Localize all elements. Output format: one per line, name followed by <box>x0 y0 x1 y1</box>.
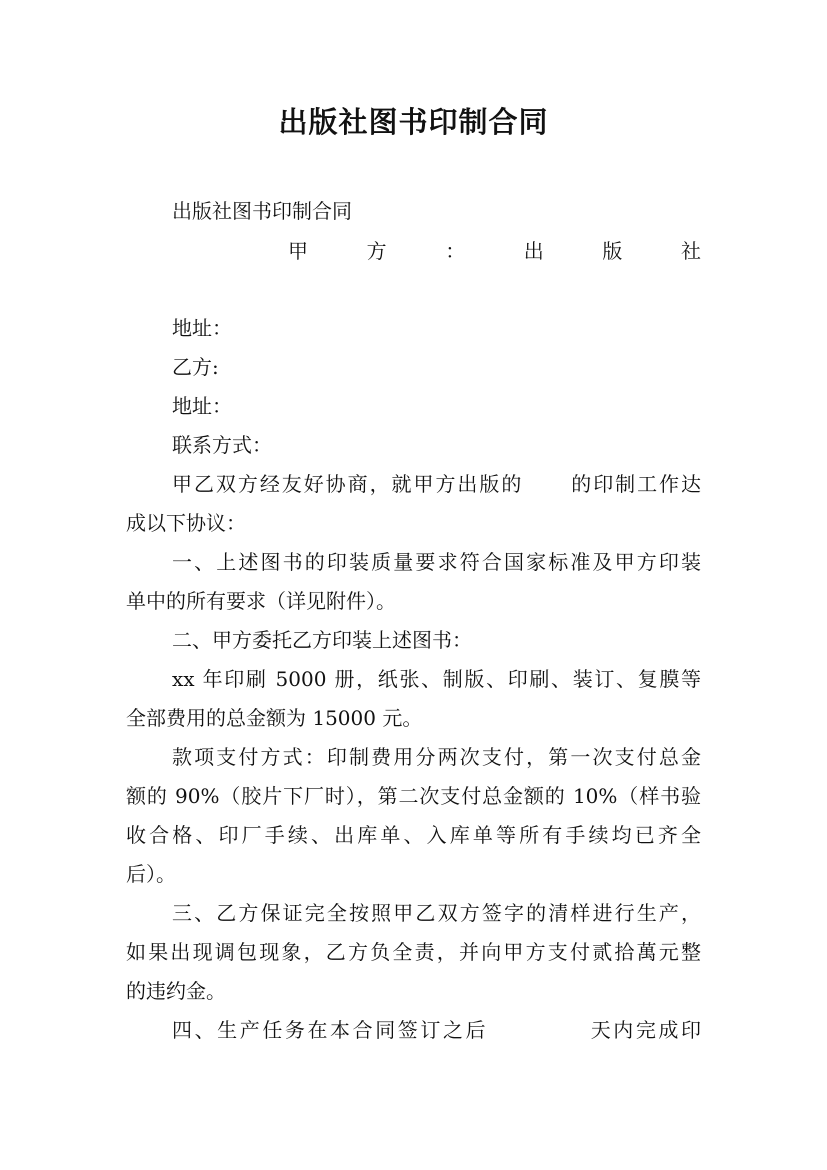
clause-2-qty-line-2: 全部费用的总金额为 15000 元。 <box>126 706 423 730</box>
intro-text-1: 甲乙双方经友好协商，就甲方出版的 <box>172 472 524 496</box>
document-title: 出版社图书印制合同 <box>278 105 549 139</box>
payment-line-1: 款项支付方式：印制费用分两次支付，第一次支付总金 <box>172 745 701 769</box>
party-a-line <box>288 238 701 264</box>
clause-4-text-1: 四、生产任务在本合同签订之后 <box>172 1018 489 1042</box>
clause-3-line-2: 如果出现调包现象，乙方负全责，并向甲方支付贰拾萬元整 <box>126 940 701 964</box>
clause-3-line-3: 的违约金。 <box>126 979 226 1003</box>
clause-2-line-1: 二、甲方委托乙方印装上述图书： <box>172 628 472 652</box>
intro-line-1 <box>172 471 701 497</box>
payment-line-4: 后）。 <box>126 862 176 886</box>
intro-line-2: 成以下协议： <box>126 511 246 535</box>
party-b-label: 乙方: <box>172 355 219 379</box>
clause-4-text-2: 天内完成印 <box>588 1018 702 1042</box>
party-a-char: 版 <box>602 239 623 263</box>
clause-1-line-2: 单中的所有要求（详见附件）。 <box>126 589 396 613</box>
party-a-char: 方 <box>366 239 387 263</box>
payment-line-3: 收合格、印厂手续、出库单、入库单等所有手续均已齐全 <box>126 823 701 847</box>
clause-2-qty-line-1: xx 年印刷 5000 册，纸张、制版、印刷、装订、复膜等 <box>172 667 701 691</box>
intro-text-2: 的印制工作达 <box>569 472 702 496</box>
address-a-label: 地址： <box>172 316 232 340</box>
clause-3-line-1: 三、乙方保证完全按照甲乙双方签字的清样进行生产， <box>172 901 701 925</box>
subtitle: 出版社图书印制合同 <box>172 199 352 223</box>
clause-4-line-1 <box>172 1017 701 1043</box>
payment-line-2: 额的 90%（胶片下厂时），第二次支付总金额的 10%（样书验 <box>126 784 701 808</box>
address-b-label: 地址： <box>172 394 232 418</box>
clause-1-line-1: 一、上述图书的印装质量要求符合国家标准及甲方印装 <box>172 550 701 574</box>
contact-label: 联系方式： <box>172 433 272 457</box>
party-a-char: 社 <box>680 239 701 263</box>
party-a-char: 出 <box>523 239 544 263</box>
party-a-char: ： <box>445 239 466 263</box>
party-a-char: 甲 <box>288 239 308 263</box>
